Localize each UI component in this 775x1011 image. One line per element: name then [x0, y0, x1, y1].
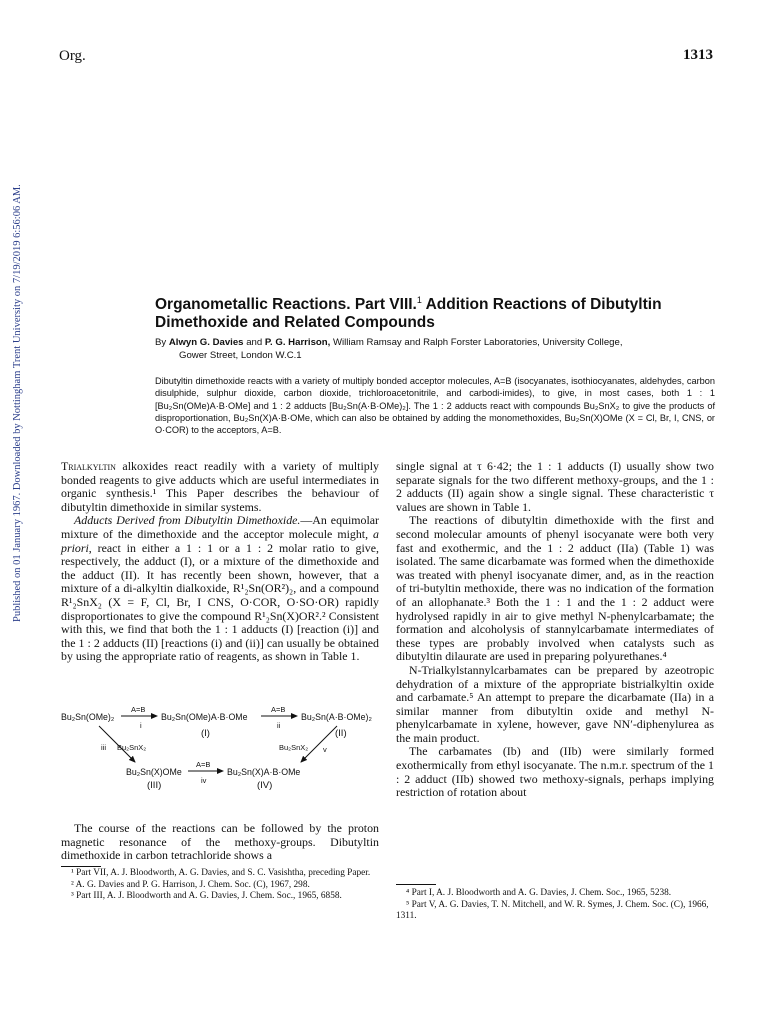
footnote-3: ³ Part III, A. J. Bloodworth and A. G. Davies, J. Chem. Soc., 1965, 6858.: [71, 891, 342, 901]
scheme-adduct-1to1: Bu₂Sn(OMe)A·B·OMe: [161, 712, 248, 722]
reagent-bu2snx2-left: Bu₂SnX₂: [117, 743, 147, 752]
paragraph-adducts: [61, 514, 379, 664]
scheme-adduct-1to2: Bu₂Sn(A·B·OMe)₂: [301, 712, 372, 722]
reagent-label-iv: A=B: [196, 760, 211, 769]
adducts-text-a: —An equimolar mixture of the dimethoxide and the acceptor molecule might,: [61, 513, 379, 541]
reaction-label-iii: iii: [101, 743, 106, 752]
paragraph-isocyanate: The reactions of dibutyltin dimethoxide with the first and second molecular amounts of phenyl isocyanate were both very fast and exothermic, and the 1 : 2 adduct (IIa) (Table 1) was isolated. The same dicarbamate was formed when the dimethoxide was treated with phenyl isocyanate dimer, and, as in the reaction of tri-butyltin methoxide, there was no indication of the formation of an allophanate.³ Both the 1 : 1 and the 1 : 2 adduct were hydrolysed rapidly in air to give methyl N-phenylcarbamate; the formation and alcoholysis of stannylcarbamate intermediates of these types are probably involved when catalysts such as dibutyltin dilaurate are used in preparing polyurethanes.⁴: [396, 513, 714, 664]
scheme-mixed-adduct: Bu₂Sn(X)A·B·OMe: [227, 767, 301, 777]
reagent-bu2snx2-right: Bu₂SnX₂: [279, 743, 309, 752]
authors-and: and: [246, 337, 263, 348]
title-line1: Organometallic Reactions. Part VIII.: [155, 296, 417, 314]
scheme-dimethoxide: Bu₂Sn(OMe)₂: [61, 712, 115, 722]
paragraph-course: The course of the reactions can be followed by the proton magnetic resonance of the methoxy-groups. Dibutyltin dimethoxide in carbon tetrachloride shows a: [61, 821, 379, 863]
label-I: (I): [201, 728, 210, 739]
download-notice-text[interactable]: Published on 01 January 1967. Downloaded by Nottingham Trent University on 7/19/2019 6:56:06 AM.: [12, 184, 23, 622]
reaction-label-ii: ii: [277, 721, 281, 730]
footnote-rule-right: [396, 884, 436, 885]
reaction-label-iv: iv: [201, 776, 207, 785]
intro-lead-word: Trialkyltin: [61, 459, 116, 473]
reagent-label-ii: A=B: [271, 706, 286, 714]
footnote-1: ¹ Part VII, A. J. Bloodworth, A. G. Davies, and S. C. Vasishtha, preceding Paper.: [71, 868, 371, 878]
adducts-text-b: , react in either a 1 : 1 or a 1 : 2 molar ratio to give, respectively, the adduct (I), or a mixture of the dimethoxide and the adduct (II). It has recently been shown, however, that a mixture of a di-alkyltin dialkoxide, R¹₂Sn(OR²)₂, and a compound R¹₂SnX₂ (X = F, Cl, Br, I CNS, O·COR, O·SO·OR) rapidly disproportionates to give the compound R¹₂Sn(X)OR².² Consistent with this, we find that both the 1 : 1 adducts (I) [reaction (i)] and the 1 : 2 adducts (II) [reactions (i) and (ii)] can usually be obtained by using the appropriate ratio of reagents, as shown in Table 1.: [61, 540, 379, 664]
footnote-5: ⁵ Part V, A. G. Davies, T. N. Mitchell, and W. R. Symes, J. Chem. Soc. (C), 1966, 1311.: [396, 899, 709, 921]
footnotes-left: [61, 868, 381, 903]
reaction-label-v: v: [323, 745, 327, 754]
paragraph-intro: [61, 460, 379, 514]
download-notice-sidebar: [0, 0, 24, 1011]
scheme-monomethoxide: Bu₂Sn(X)OMe: [126, 767, 182, 777]
title-line2: Dimethoxide and Related Compounds: [155, 314, 435, 332]
authors-by: By: [155, 337, 167, 348]
paragraph-stannylcarbamates: N-Trialkylstannylcarbamates can be prepared by azeotropic dehydration of a mixture of the appropriate bistrialkyltin oxide and carbamate.⁵ An attempt to prepare the dicarbamate (IIa) in a similar manner from dibutyltin oxide and methyl N-phenylcarbamate in xylene, however, gave NN′-diphenylurea as the main product.: [396, 662, 714, 745]
reagent-label-i: A=B: [131, 706, 146, 714]
adducts-italic: a priori: [61, 526, 379, 555]
column-left-bottom: [61, 822, 379, 863]
paragraph-tau: single signal at τ 6·42; the 1 : 1 adducts (I) usually show two separate signals for the two different methoxy-groups, and the 1 : 2 adducts (II) again show a single signal. These characteristic τ values are shown in Table 1.: [396, 459, 714, 514]
affiliation-line1: William Ramsay and Ralph Forster Laboratories, University College,: [332, 337, 623, 348]
label-III: (III): [147, 780, 162, 791]
title-line1-tail: Addition Reactions of Dibutyltin: [425, 296, 662, 314]
article-title: [155, 291, 725, 332]
column-left-top: [61, 460, 379, 664]
reaction-scheme: [61, 706, 381, 820]
affiliation-line2: Gower Street, London W.C.1: [179, 349, 302, 361]
footnote-4: ⁴ Part I, A. J. Bloodworth and A. G. Davies, J. Chem. Soc., 1965, 5238.: [406, 888, 672, 898]
reaction-label-i: i: [140, 721, 142, 730]
author-block: [155, 337, 725, 362]
page-number: 1313: [683, 47, 713, 63]
running-header-journal: Org.: [59, 48, 86, 64]
footnotes-right: [396, 888, 716, 923]
author-1: Alwyn G. Davies: [168, 337, 244, 348]
paragraph-ethyl-isocyanate: The carbamates (Ib) and (IIb) were similarly formed exothermically from ethyl isocyanate. The n.m.r. spectrum of the 1 : 2 adduct (IIb) showed two methoxy-signals, perhaps implying restriction of rotation about: [396, 744, 714, 800]
author-2: P. G. Harrison,: [264, 337, 331, 348]
title-footnote-ref: 1: [416, 295, 422, 305]
footnote-rule-left: [61, 866, 101, 867]
section-heading-adducts: Adducts Derived from Dibutyltin Dimethoxide.: [74, 513, 301, 528]
abstract: Dibutyltin dimethoxide reacts with a variety of multiply bonded acceptor molecules, A=B (isocyanates, isothiocyanates, aldehydes, carbon disulphide, sulphur dioxide, carbon dioxide, trichloroacetonitrile, and carbodi-imides), to give, in most cases, both 1 : 1 [Bu₂Sn(OMe)A·B·OMe] and 1 : 2 adducts [Bu₂Sn(A·B·OMe)₂]. The 1 : 2 adducts react with compounds Bu₂SnX₂ to give the products of disproportionation, Bu₂Sn(X)A·B·OMe, which can also be obtained by adding the monomethoxides, Bu₂Sn(X)OMe (X = Cl, Br, I, CNS, or O·COR) to the acceptors, A=B.: [155, 376, 715, 436]
intro-text: alkoxides react readily with a variety of multiply bonded reagents to give adducts which are useful intermediates in organic synthesis.¹ This Paper describes the behaviour of dibutyltin dimethoxide in similar systems.: [61, 459, 379, 514]
label-II: (II): [335, 728, 347, 739]
column-right: [396, 460, 714, 800]
footnote-2: ² A. G. Davies and P. G. Harrison, J. Chem. Soc. (C), 1967, 298.: [71, 879, 310, 890]
label-IV: (IV): [257, 780, 273, 791]
